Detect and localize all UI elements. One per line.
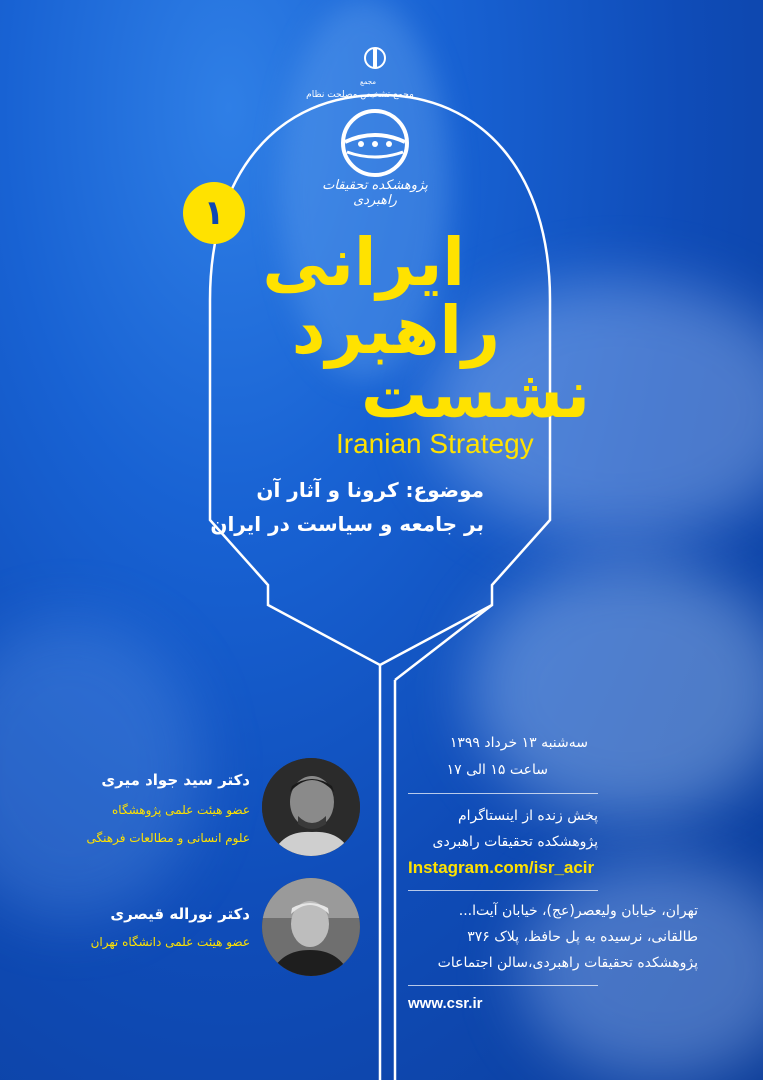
divider	[408, 793, 598, 794]
speaker-1-avatar	[262, 758, 360, 856]
live-line-1: پخش زنده از اینستاگرام	[457, 808, 598, 824]
title-english: Iranian Strategy	[336, 428, 534, 459]
divider	[408, 890, 598, 891]
speaker-2-name: دکتر نوراله قیصری	[110, 905, 250, 923]
speaker-1-role-line-2: علوم انسانی و مطالعات فرهنگی	[86, 831, 250, 845]
title-line-iranian: ایرانی	[262, 224, 465, 301]
speaker-2-avatar	[262, 878, 360, 976]
live-line-2: پژوهشکده تحقیقات راهبردی	[432, 834, 598, 850]
topic-line-2: بر جامعه و سیاست در ایران	[210, 512, 484, 536]
website-link[interactable]: www.csr.ir	[408, 995, 483, 1012]
instagram-link[interactable]: Instagram.com/isr_acir	[408, 858, 595, 877]
session-number-badge: ۱	[183, 182, 245, 244]
org-top-label: مجمع تشخیص مصلحت نظام	[306, 90, 414, 100]
event-date: سه‌شنبه ۱۳ خرداد ۱۳۹۹	[449, 735, 588, 751]
address-line-3: پژوهشکده تحقیقات راهبردی،سالن اجتماعات	[437, 955, 698, 971]
title-line-session: نشست	[361, 356, 590, 433]
speaker-1-name: دکتر سید جواد میری	[101, 771, 250, 789]
topic-line-1: موضوع: کرونا و آثار آن	[256, 478, 484, 502]
title-line-strategy: راهبرد	[291, 292, 500, 369]
address-line-2: طالقانی، نرسیده به پل حافظ، پلاک ۳۷۶	[467, 929, 698, 945]
svg-text:مجمع: مجمع	[360, 78, 377, 86]
speaker-2-role-line-1: عضو هیئت علمی دانشگاه تهران	[90, 935, 250, 949]
emblem-icon	[358, 44, 392, 88]
divider	[408, 985, 598, 986]
org-name: پژوهشکده تحقیقات راهبردی	[322, 178, 428, 208]
institute-logo-icon	[335, 108, 415, 178]
address-line-1: تهران، خیابان ولیعصر(عج)، خیابان آیت‌ا...	[458, 903, 698, 919]
event-time: ساعت ۱۵ الی ۱۷	[446, 762, 548, 778]
speaker-1-role-line-1: عضو هیئت علمی پژوهشگاه	[112, 803, 250, 817]
